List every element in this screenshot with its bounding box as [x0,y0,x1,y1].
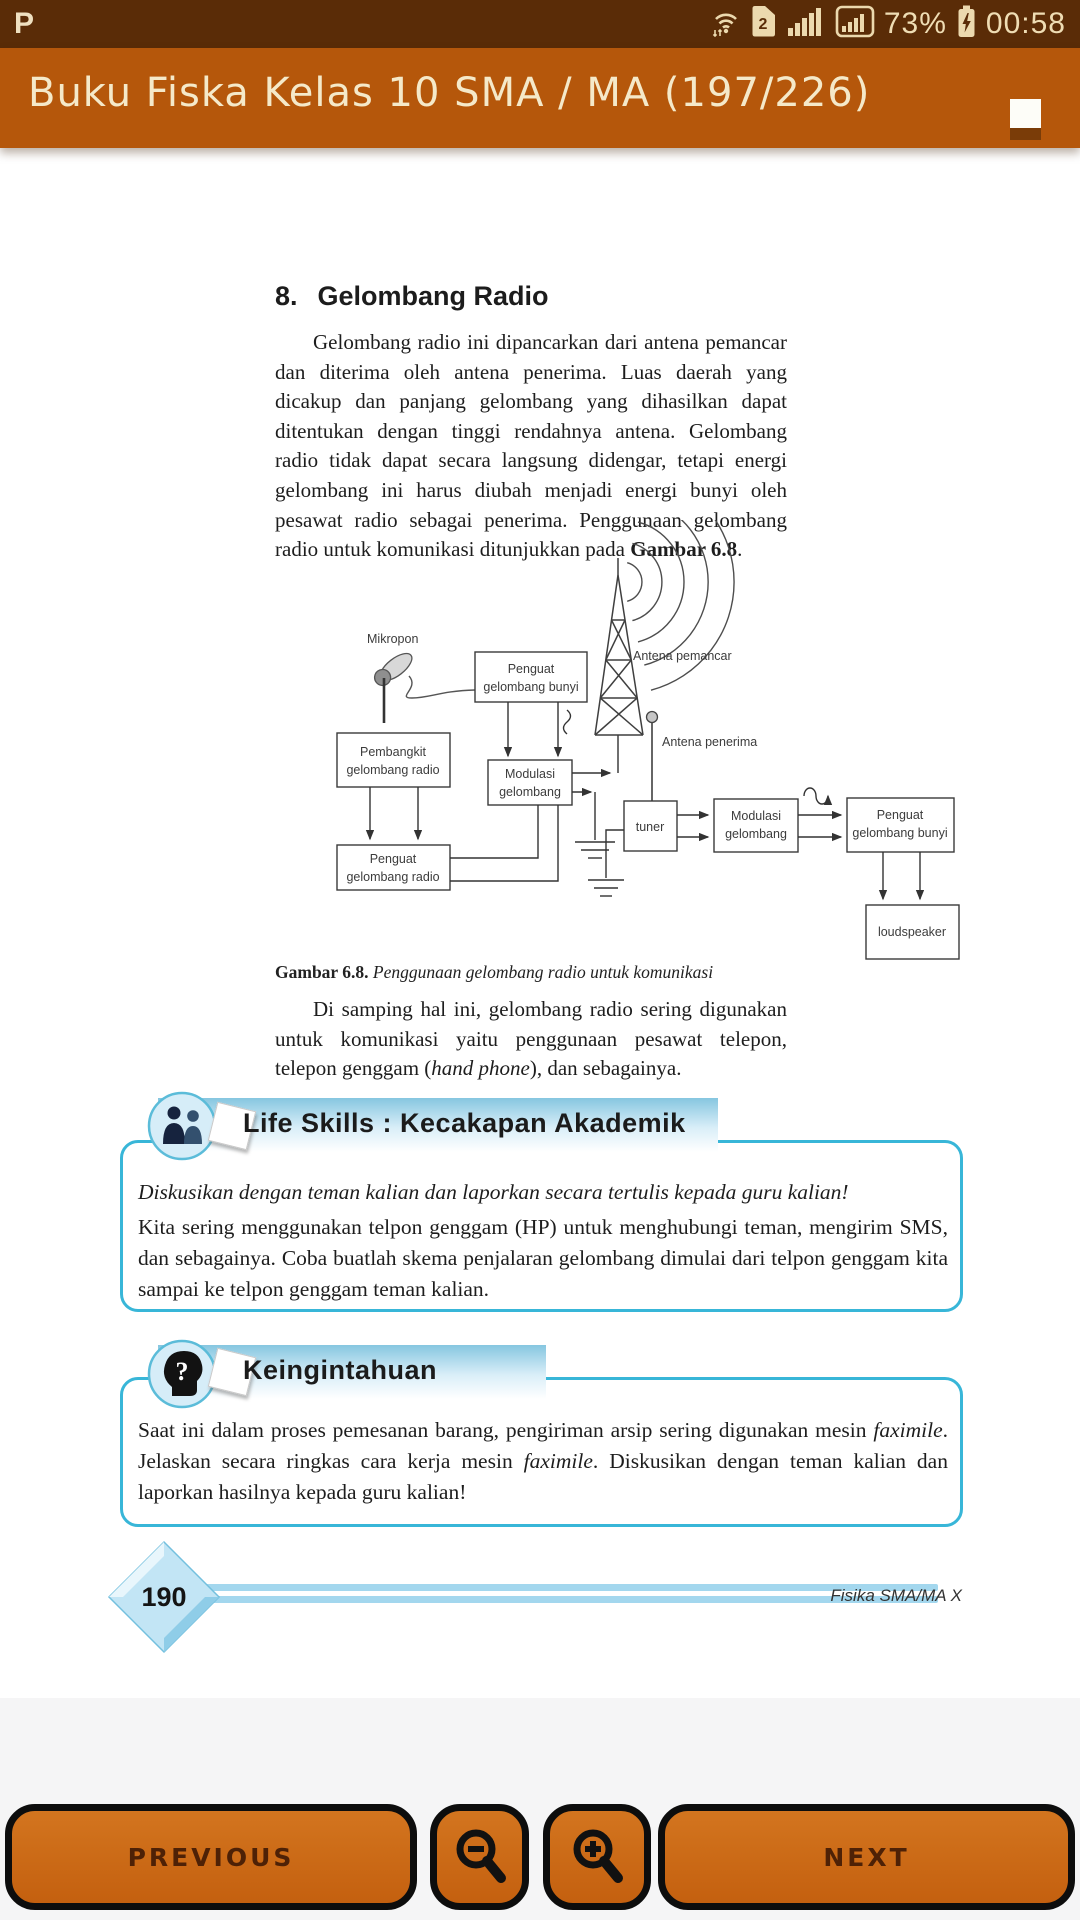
box-penguat-gelombang-bunyi [475,652,587,702]
previous-button[interactable]: PREVIOUS [5,1804,417,1910]
svg-text:Antena pemancar: Antena pemancar [633,649,732,663]
section-heading [275,281,549,312]
svg-text:gelombang bunyi: gelombang bunyi [852,826,948,840]
life-skills-heading: Life Skills : Kecakapan Akademik [243,1108,686,1138]
svg-text:Penguat: Penguat [876,808,924,822]
svg-text:?: ? [175,1357,189,1386]
status-bar [0,0,1080,48]
magnifier-plus-icon [566,1824,628,1890]
svg-text:gelombang radio: gelombang radio [346,870,440,884]
microphone-icon [371,649,475,723]
life-skills-body: Kita sering menggunakan telpon genggam (HP) untuk menghubungi teman, mengirim SMS, dan sebagainya. Coba buatlah skema penjalaran gelombang dimulai dari telpon genggam kita sampai ke telpon genggam teman kalian. [138,1215,948,1301]
signal-strength-boxed-icon [835,5,875,43]
svg-text:Modulasi: Modulasi [504,767,556,781]
status-bar-left [14,7,34,41]
signal-squiggle [564,710,571,734]
figure-caption: Gambar 6.8. Penggunaan gelombang radio untuk komunikasi [275,962,714,982]
svg-text:gelombang: gelombang [725,827,787,841]
svg-text:190: 190 [141,1582,187,1612]
sim-card-icon [750,5,777,43]
svg-text:Penguat: Penguat [507,662,555,676]
svg-text:gelombang: gelombang [499,785,561,799]
svg-text:Mikropon: Mikropon [367,632,419,646]
next-button[interactable]: NEXT [658,1804,1075,1910]
question-head-icon [146,1338,218,1410]
wifi-icon [709,6,741,43]
svg-text:loudspeaker: loudspeaker [877,925,947,939]
zoom-out-button[interactable] [430,1804,529,1910]
box-pembangkit-gelombang-radio [337,733,450,787]
title-bar [0,48,1080,148]
radio-wave-arcs [627,520,734,690]
paragraph-radio-usage: Di samping hal ini, gelombang radio sering digunakan untuk komunikasi yaitu penggunaan pesawat telepon, telepon genggam (hand phone), dan sebagainya. [275,997,787,1081]
life-skills-instruction: Diskusikan dengan teman kalian dan laporkan secara tertulis kepada guru kalian! [138,1180,849,1204]
battery-percent: 73% [883,7,947,40]
page-number-diamond [107,1540,222,1655]
zoom-in-button[interactable] [543,1804,651,1910]
svg-text:Penguat: Penguat [369,852,417,866]
box-modulasi-gelombang-2 [714,799,798,852]
curiosity-body: Saat ini dalam proses pemesanan barang, pengiriman arsip sering digunakan mesin faximile. Jelaskan secara ringkas cara kerja mesin faximile. Diskusikan dengan teman kalian dan laporkan hasilnya kepada guru kalian! [138,1418,948,1504]
section-number: 8. [275,281,298,311]
bookmark-square-shadow [1010,128,1041,140]
svg-text:gelombang bunyi: gelombang bunyi [483,680,579,694]
box-penguat-gelombang-bunyi-2 [847,798,954,852]
svg-text:tuner: tuner [635,820,665,834]
svg-text:Pembangkit: Pembangkit [359,745,427,759]
notification-p-icon: P [14,7,35,40]
figure-6-8-diagram [300,520,980,965]
section-title: Gelombang Radio [317,281,549,311]
transmitter-tower [595,558,643,773]
modulated-wave-squiggle [804,788,828,804]
receiver-antenna [647,712,658,802]
clock: 00:58 [985,7,1066,40]
svg-text:2: 2 [758,16,768,33]
magnifier-minus-icon [449,1824,511,1890]
curiosity-heading: Keingintahuan [243,1355,437,1385]
paragraph-radio-waves: Gelombang radio ini dipancarkan dari antena pemancar dan diterima oleh antena penerima. Luas daerah yang dicakup dan panjang gelombang yang dihasilkan dapat ditentukan dengan tinggi rendahnya antena. Gelombang radio tidak dapat secara langsung didengar, tetapi energi gelombang ini harus diubah menjadi energi bunyi oleh pesawat radio sebagai penerima. Penggunaan gelombang radio untuk komunikasi ditunjukkan pada Gambar 6.8. [275,330,787,562]
svg-text:Modulasi: Modulasi [730,809,782,823]
status-bar-right [709,4,1066,44]
book-label: Fisika SMA/MA X [830,1586,962,1605]
svg-text:Antena penerima: Antena penerima [662,735,758,749]
signal-strength-icon [786,6,826,42]
svg-text:gelombang radio: gelombang radio [346,763,440,777]
battery-charging-icon [956,4,977,44]
figure-reference: Gambar 6.8 [630,537,738,562]
app-title: Buku Fiska Kelas 10 SMA / MA (197/226) [28,70,871,116]
people-talking-icon [146,1090,218,1162]
bookmark-square-icon[interactable] [1010,99,1041,128]
